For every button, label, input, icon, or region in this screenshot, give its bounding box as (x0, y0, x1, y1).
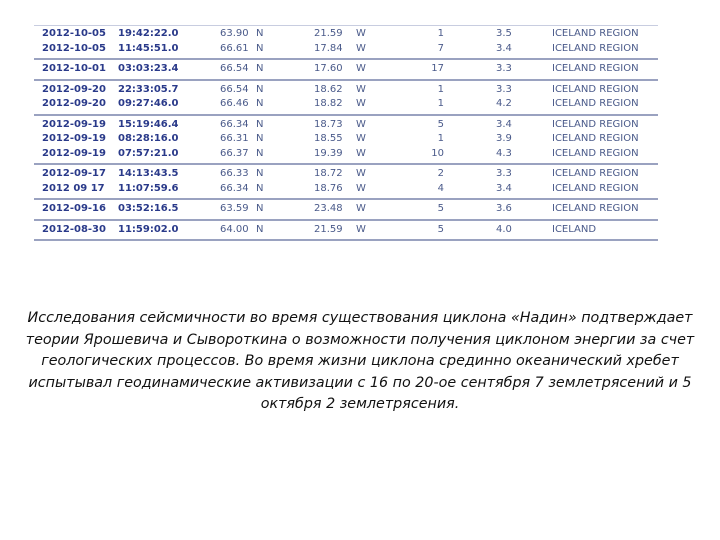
cell-n: 2 (437, 168, 444, 179)
cell-mag: 4.0 (496, 223, 512, 235)
cell-n: 5 (437, 203, 444, 214)
cell-date: 2012-10-05 (42, 42, 106, 54)
cell-lon: 21.59 (314, 223, 343, 235)
cell-date: 2012-09-20 (42, 83, 106, 95)
cell-ew: W (356, 168, 366, 179)
cell-n: 4 (437, 182, 444, 194)
cell-mag: 3.3 (496, 168, 512, 179)
table-divider (34, 239, 658, 241)
cell-lat: 63.59 (220, 203, 249, 214)
cell-lat: 64.00 (220, 223, 249, 235)
cell-n: 17 (431, 63, 444, 74)
cell-ns: N (256, 168, 264, 179)
cell-n: 1 (437, 28, 444, 39)
cell-time: 07:57:21.0 (118, 147, 179, 159)
table-divider (34, 114, 658, 116)
cell-region: ICELAND REGION (552, 63, 639, 74)
table-divider (34, 25, 658, 26)
cell-mag: 3.4 (496, 118, 512, 130)
cell-lon: 17.60 (314, 63, 343, 74)
table-row (34, 118, 658, 133)
table-divider (34, 79, 658, 81)
cell-lat: 66.54 (220, 63, 249, 74)
cell-mag: 3.9 (496, 133, 512, 144)
cell-mag: 3.3 (496, 83, 512, 95)
cell-ew: W (356, 42, 366, 54)
cell-mag: 4.2 (496, 98, 512, 109)
cell-ns: N (256, 42, 264, 54)
cell-n: 1 (437, 83, 444, 95)
cell-date: 2012-09-16 (42, 203, 106, 214)
cell-region: ICELAND REGION (552, 98, 639, 109)
cell-lon: 18.55 (314, 133, 343, 144)
table-row (34, 167, 658, 182)
cell-mag: 3.3 (496, 63, 512, 74)
table-row (34, 42, 658, 57)
table-row (34, 147, 658, 162)
caption-text: Исследования сейсмичности во время существования циклона «Надин» подтверждает теории Ярошевича и Сывороткина о возможности получения циклоном энергии за счет геологических процессов. Во время жизни циклона срединно океанический хребет испытывал геодинамические активизации с 16 по 20-ое сентября 7 землетрясений и 5 октября 2 землетрясения. (25, 310, 695, 412)
cell-ns: N (256, 98, 264, 109)
cell-date: 2012-09-17 (42, 168, 106, 179)
table-divider (34, 219, 658, 221)
table-divider (34, 198, 658, 200)
cell-ns: N (256, 83, 264, 95)
cell-lon: 19.39 (314, 147, 343, 159)
cell-lat: 66.33 (220, 168, 249, 179)
cell-ew: W (356, 147, 366, 159)
cell-region: ICELAND REGION (552, 42, 639, 54)
cell-region: ICELAND REGION (552, 83, 639, 95)
cell-lon: 18.73 (314, 118, 343, 130)
cell-region: ICELAND REGION (552, 28, 639, 39)
cell-mag: 3.6 (496, 203, 512, 214)
cell-ns: N (256, 63, 264, 74)
cell-lon: 17.84 (314, 42, 343, 54)
cell-date: 2012-10-05 (42, 28, 106, 39)
cell-lat: 66.31 (220, 133, 249, 144)
table-row (34, 182, 658, 197)
cell-region: ICELAND REGION (552, 168, 639, 179)
earthquake-table (34, 24, 658, 243)
cell-ns: N (256, 182, 264, 194)
cell-lat: 66.34 (220, 118, 249, 130)
cell-n: 5 (437, 118, 444, 130)
cell-date: 2012-09-20 (42, 98, 106, 109)
cell-date: 2012-09-19 (42, 118, 106, 130)
cell-date: 2012-08-30 (42, 223, 106, 235)
cell-lat: 66.34 (220, 182, 249, 194)
cell-ns: N (256, 28, 264, 39)
cell-region: ICELAND REGION (552, 133, 639, 144)
cell-lon: 18.76 (314, 182, 343, 194)
cell-ew: W (356, 133, 366, 144)
cell-lon: 23.48 (314, 203, 343, 214)
table-divider (34, 163, 658, 165)
cell-time: 14:13:43.5 (118, 168, 179, 179)
cell-n: 10 (431, 147, 444, 159)
cell-region: ICELAND REGION (552, 118, 639, 130)
cell-ns: N (256, 118, 264, 130)
cell-ew: W (356, 203, 366, 214)
cell-mag: 4.3 (496, 147, 512, 159)
cell-time: 15:19:46.4 (118, 118, 179, 130)
cell-region: ICELAND REGION (552, 203, 639, 214)
cell-lat: 63.90 (220, 28, 249, 39)
table-divider (34, 58, 658, 60)
table-row (34, 132, 658, 147)
table-row (34, 223, 658, 238)
cell-n: 1 (437, 133, 444, 144)
cell-ew: W (356, 28, 366, 39)
cell-mag: 3.5 (496, 28, 512, 39)
cell-lon: 18.82 (314, 98, 343, 109)
cell-ew: W (356, 98, 366, 109)
table-row (34, 83, 658, 98)
cell-lat: 66.54 (220, 83, 249, 95)
table-row (34, 62, 658, 77)
cell-ew: W (356, 118, 366, 130)
cell-lat: 66.37 (220, 147, 249, 159)
cell-n: 7 (437, 42, 444, 54)
cell-ew: W (356, 182, 366, 194)
cell-lon: 18.72 (314, 168, 343, 179)
cell-date: 2012-10-01 (42, 63, 106, 74)
cell-date: 2012 09 17 (42, 182, 105, 194)
table-row (34, 97, 658, 112)
cell-mag: 3.4 (496, 182, 512, 194)
cell-lat: 66.46 (220, 98, 249, 109)
cell-region: ICELAND (552, 223, 597, 235)
table-row (34, 27, 658, 42)
cell-lat: 66.61 (220, 42, 249, 54)
cell-date: 2012-09-19 (42, 147, 106, 159)
cell-ns: N (256, 203, 264, 214)
cell-time: 11:45:51.0 (118, 42, 179, 54)
cell-ew: W (356, 223, 366, 235)
cell-ew: W (356, 63, 366, 74)
cell-mag: 3.4 (496, 42, 512, 54)
cell-ew: W (356, 83, 366, 95)
cell-lon: 18.62 (314, 83, 343, 95)
cell-time: 22:33:05.7 (118, 83, 179, 95)
cell-time: 11:59:02.0 (118, 223, 179, 235)
cell-ns: N (256, 147, 264, 159)
cell-time: 11:07:59.6 (118, 182, 179, 194)
cell-time: 09:27:46.0 (118, 98, 179, 109)
cell-lon: 21.59 (314, 28, 343, 39)
cell-n: 1 (437, 98, 444, 109)
cell-time: 03:03:23.4 (118, 63, 179, 74)
cell-date: 2012-09-19 (42, 133, 106, 144)
cell-time: 19:42:22.0 (118, 28, 179, 39)
cell-ns: N (256, 133, 264, 144)
cell-n: 5 (437, 223, 444, 235)
cell-time: 03:52:16.5 (118, 203, 179, 214)
table-row (34, 202, 658, 217)
cell-ns: N (256, 223, 264, 235)
cell-time: 08:28:16.0 (118, 133, 179, 144)
cell-region: ICELAND REGION (552, 182, 639, 194)
cell-region: ICELAND REGION (552, 147, 639, 159)
